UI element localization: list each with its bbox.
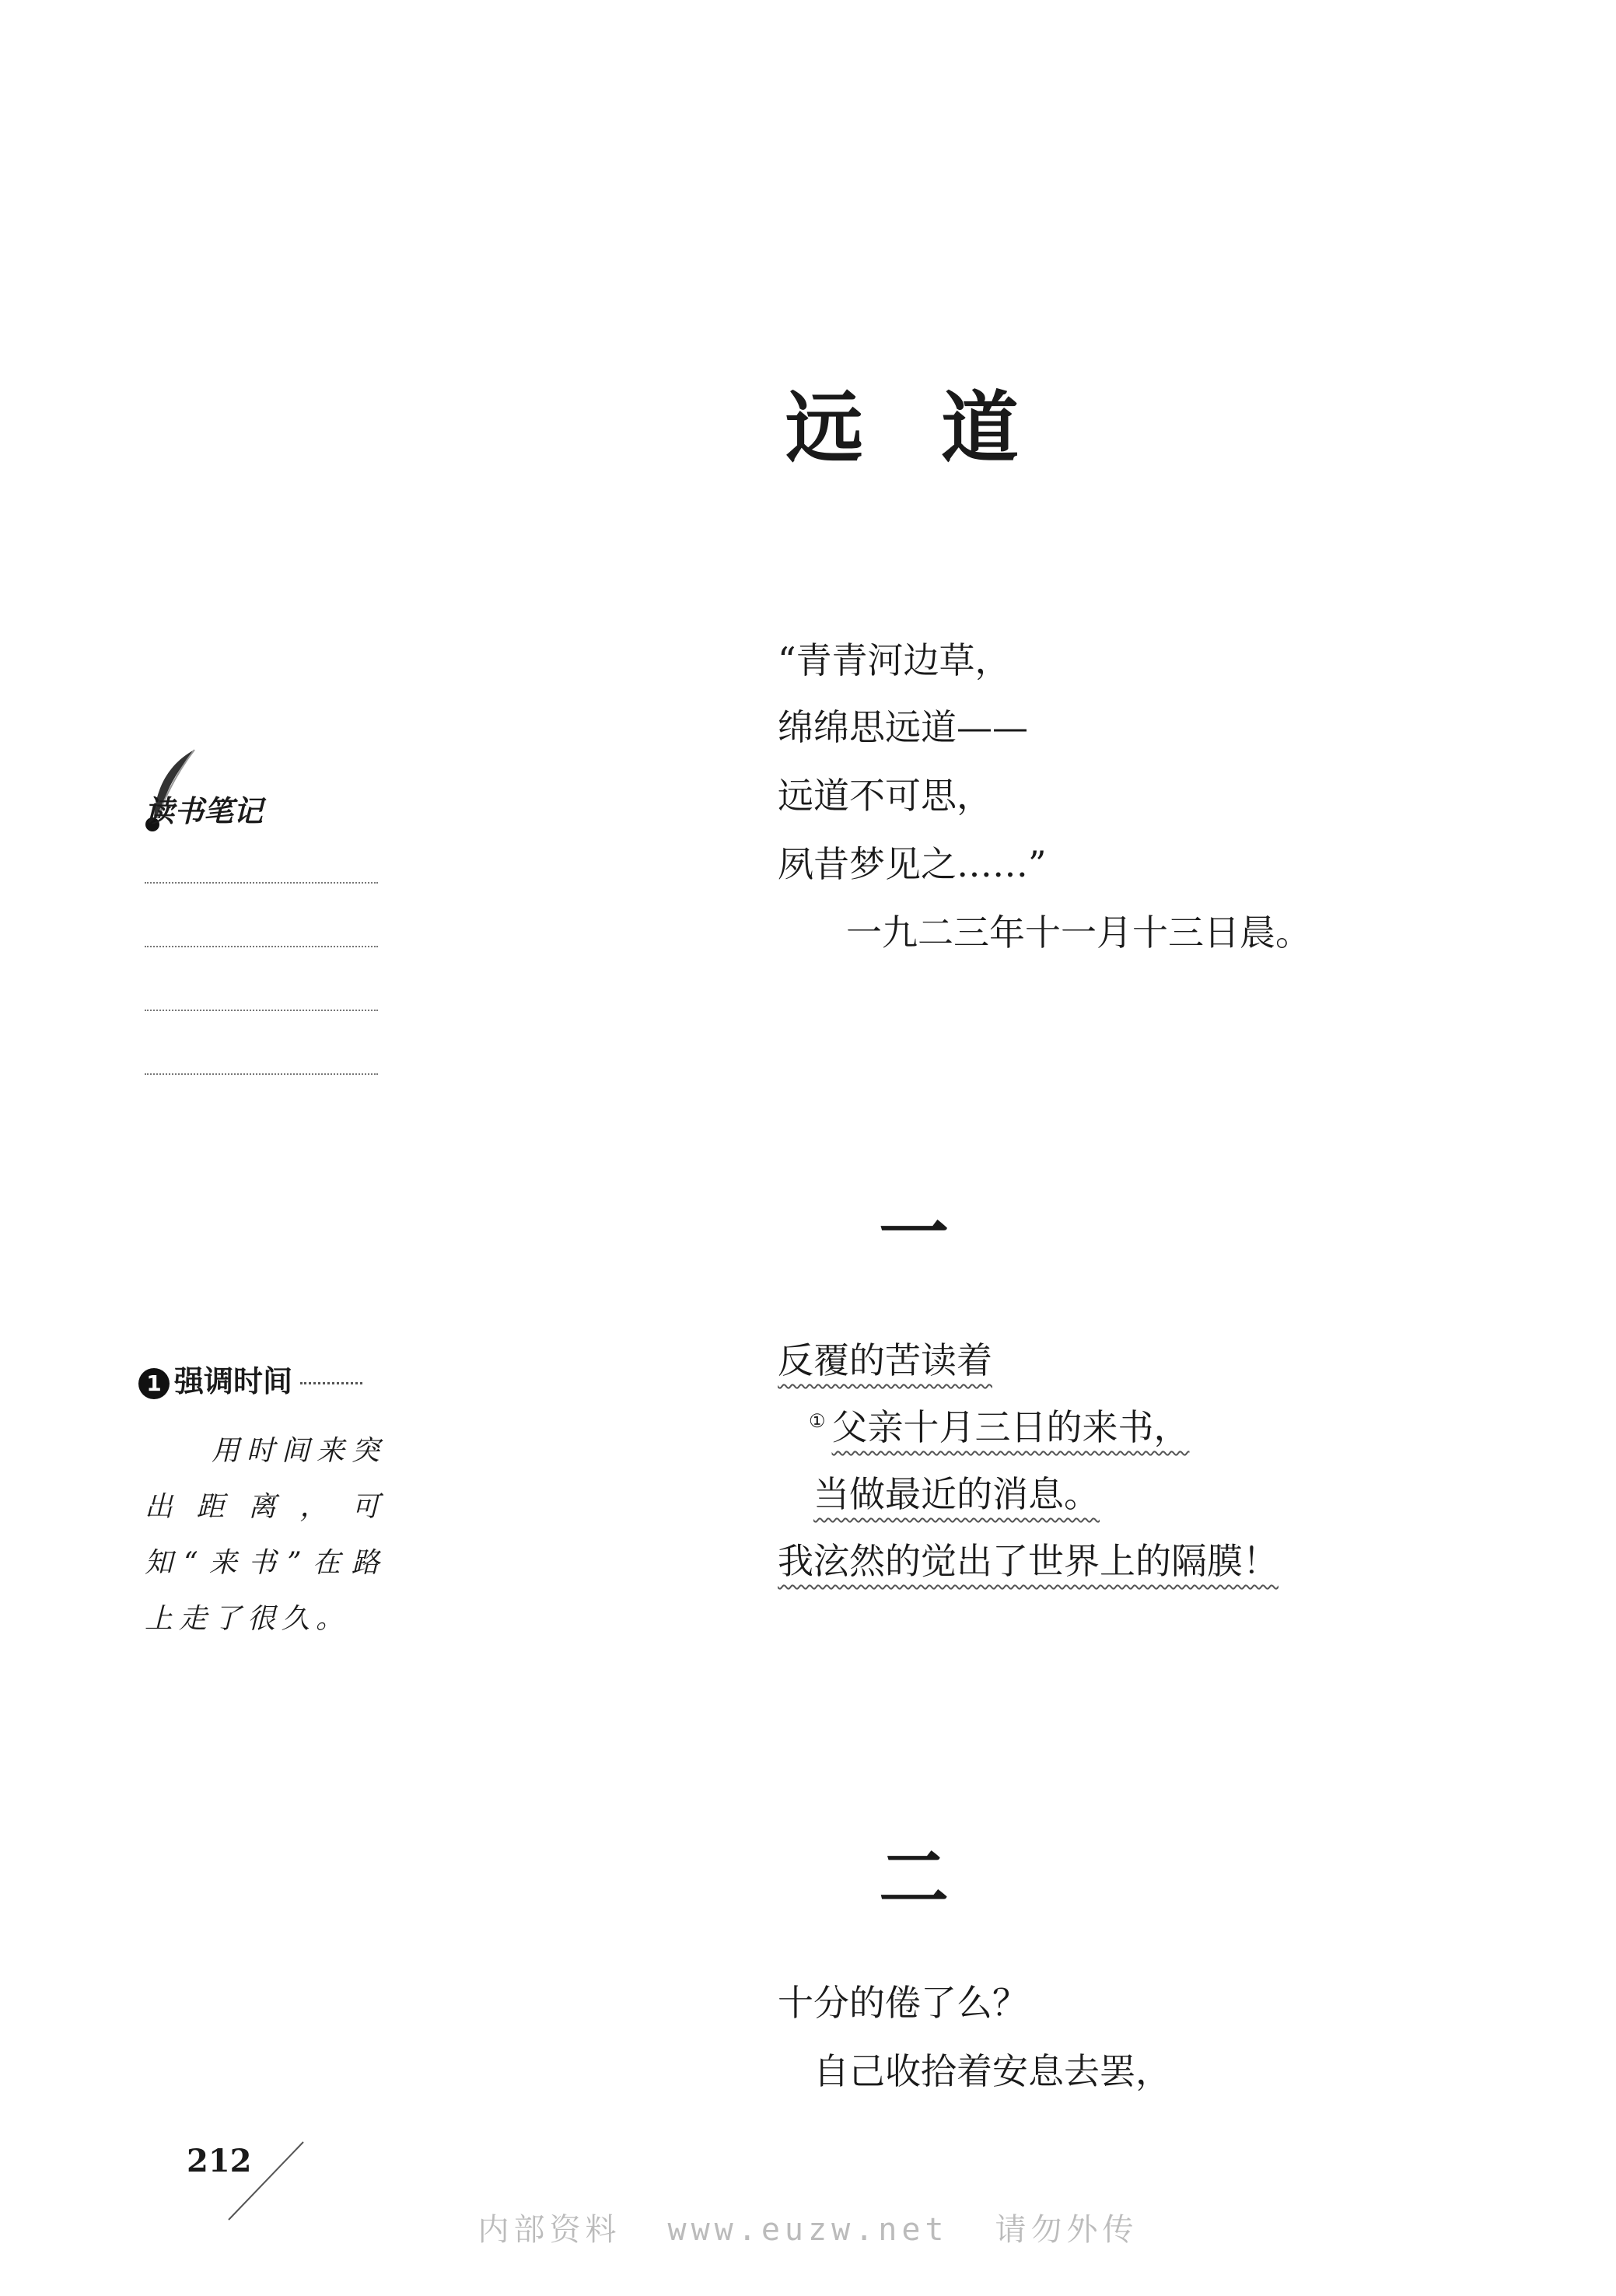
epigraph-line: 夙昔梦见之……”	[778, 843, 1047, 885]
annotation-heading-row	[138, 1357, 362, 1400]
poem-line: 父亲十月三日的来书，	[831, 1406, 1190, 1448]
epigraph-line: 绵绵思远道——	[778, 706, 1028, 748]
section-number: 一	[879, 1192, 949, 1274]
page-title: 远道	[785, 382, 1097, 474]
epigraph-line: “青青河边草，	[778, 639, 1011, 681]
annotation-body: 用时间来突出距离，可知“来书”在路上走了很久。	[145, 1435, 386, 1635]
poem-line: 反覆的苦读着	[778, 1339, 992, 1381]
notes-line	[145, 1010, 378, 1011]
epigraph-date: 一九二三年十一月十三日晨。	[846, 912, 1311, 954]
poem-line: 当做最近的消息。	[813, 1473, 1100, 1515]
dotted-leader	[300, 1382, 362, 1384]
epigraph-line: 远道不可思，	[778, 775, 992, 817]
notes-line	[145, 1073, 378, 1075]
annotation-number-badge: 1	[138, 1368, 170, 1399]
poem-line: 我泫然的觉出了世界上的隔膜！	[778, 1540, 1278, 1582]
poem-line-annotated	[809, 1406, 1190, 1448]
notes-line	[145, 882, 378, 884]
page-number: 212	[187, 2143, 252, 2179]
poem-line: 十分的倦了么？	[778, 1982, 1028, 2024]
footnote-marker: ①	[809, 1409, 826, 1432]
watermark-right: 请勿外传	[995, 2212, 1139, 2248]
watermark-url: www.euzw.net	[667, 2212, 949, 2248]
watermark-footer	[0, 2205, 1616, 2249]
annotation-heading: 强调时间	[174, 1364, 293, 1398]
reading-notes-label: 读书笔记	[145, 793, 264, 828]
section-number: 二	[879, 1837, 949, 1920]
notes-line	[145, 946, 378, 947]
watermark-left: 内部资料	[477, 2212, 621, 2248]
poem-line: 自己收拾着安息去罢，	[813, 2050, 1171, 2092]
